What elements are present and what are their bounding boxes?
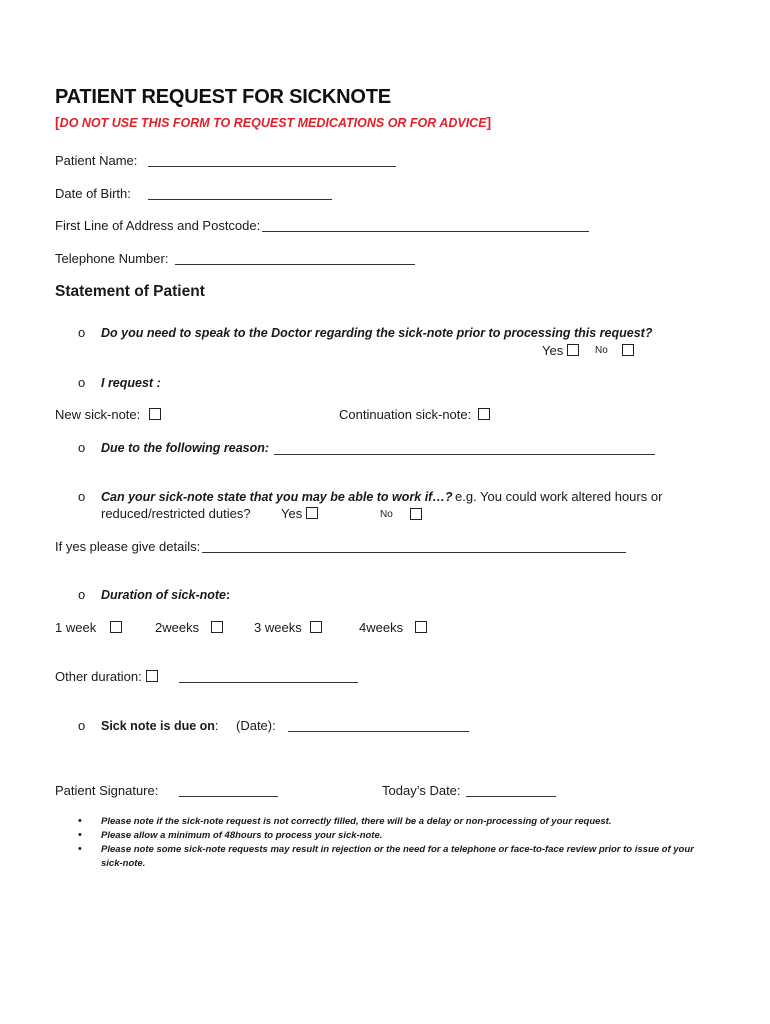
note-3: Please note some sick-note requests may result in rejection or the need for a telephone or face-to-face review prior to issue of your — [101, 844, 694, 855]
note-bullet: • — [78, 829, 82, 841]
new-sicknote-checkbox[interactable] — [149, 408, 161, 420]
telephone-label: Telephone Number: — [55, 251, 169, 266]
duration-4-weeks: 4weeks — [359, 620, 427, 635]
today-date-field[interactable] — [466, 796, 556, 797]
circle-bullet: o — [78, 587, 86, 602]
note-1: Please note if the sick-note request is not correctly filled, there will be a delay or non-processing of your request. — [101, 816, 612, 827]
q1-no-checkbox[interactable] — [622, 344, 634, 356]
signature-label: Patient Signature: — [55, 783, 159, 798]
due-date-label: (Date): — [236, 718, 276, 733]
q6-text: Sick note is due on: — [101, 719, 219, 733]
q2-text: I request : — [101, 376, 161, 390]
warning-text: [DO NOT USE THIS FORM TO REQUEST MEDICATIONS OR FOR ADVICE] — [55, 114, 492, 130]
patient-name-label: Patient Name: — [55, 153, 138, 168]
continuation-sicknote: Continuation sick-note: — [339, 407, 490, 422]
q3-text: Due to the following reason: — [101, 441, 270, 455]
q4-example-b: reduced/restricted duties? — [101, 506, 251, 521]
other-duration-checkbox[interactable] — [146, 670, 158, 682]
note-2: Please allow a minimum of 48hours to process your sick-note. — [101, 830, 383, 841]
duration-1-week-checkbox[interactable] — [110, 621, 122, 633]
duration-3-weeks: 3 weeks — [254, 620, 322, 635]
signature-field[interactable] — [179, 796, 278, 797]
continuation-sicknote-checkbox[interactable] — [478, 408, 490, 420]
q4-yes: Yes — [281, 506, 318, 521]
q4-no-label: No — [380, 509, 393, 520]
new-sicknote: New sick-note: — [55, 407, 161, 422]
patient-name-field[interactable] — [148, 166, 396, 167]
dob-field[interactable] — [148, 199, 332, 200]
q1-no-label: No — [595, 345, 608, 356]
section-title: Statement of Patient — [55, 283, 205, 300]
today-date-label: Today’s Date: — [382, 783, 461, 798]
q4-text: Can your sick-note state that you may be able to work if…? — [101, 490, 453, 504]
q5-text: Duration of sick-note: — [101, 588, 231, 602]
note-bullet: • — [78, 843, 82, 855]
details-label: If yes please give details: — [55, 539, 201, 554]
circle-bullet: o — [78, 325, 86, 340]
duration-1-week: 1 week — [55, 620, 122, 635]
q4-no-checkbox[interactable] — [410, 508, 422, 520]
q1-yes-checkbox[interactable] — [567, 344, 579, 356]
note-3-cont: sick-note. — [101, 858, 146, 869]
duration-3-weeks-checkbox[interactable] — [310, 621, 322, 633]
circle-bullet: o — [78, 375, 86, 390]
duration-2-weeks: 2weeks — [155, 620, 223, 635]
circle-bullet: o — [78, 718, 86, 733]
dob-label: Date of Birth: — [55, 186, 131, 201]
circle-bullet: o — [78, 440, 86, 455]
telephone-field[interactable] — [175, 264, 415, 265]
q4-yes-checkbox[interactable] — [306, 507, 318, 519]
note-bullet: • — [78, 815, 82, 827]
duration-2-weeks-checkbox[interactable] — [211, 621, 223, 633]
reason-field[interactable] — [274, 454, 655, 455]
q4-example-a: e.g. You could work altered hours or — [455, 489, 663, 504]
other-duration-field[interactable] — [179, 682, 358, 683]
q1-text: Do you need to speak to the Doctor regarding the sick-note prior to processing this request? — [101, 326, 653, 340]
duration-4-weeks-checkbox[interactable] — [415, 621, 427, 633]
address-label: First Line of Address and Postcode: — [55, 218, 261, 233]
details-field[interactable] — [202, 552, 626, 553]
due-date-field[interactable] — [288, 731, 469, 732]
other-duration: Other duration: — [55, 669, 158, 684]
circle-bullet: o — [78, 489, 86, 504]
address-field[interactable] — [262, 231, 589, 232]
form-title: PATIENT REQUEST FOR SICKNOTE — [55, 86, 391, 108]
q1-yes: Yes — [542, 343, 579, 358]
